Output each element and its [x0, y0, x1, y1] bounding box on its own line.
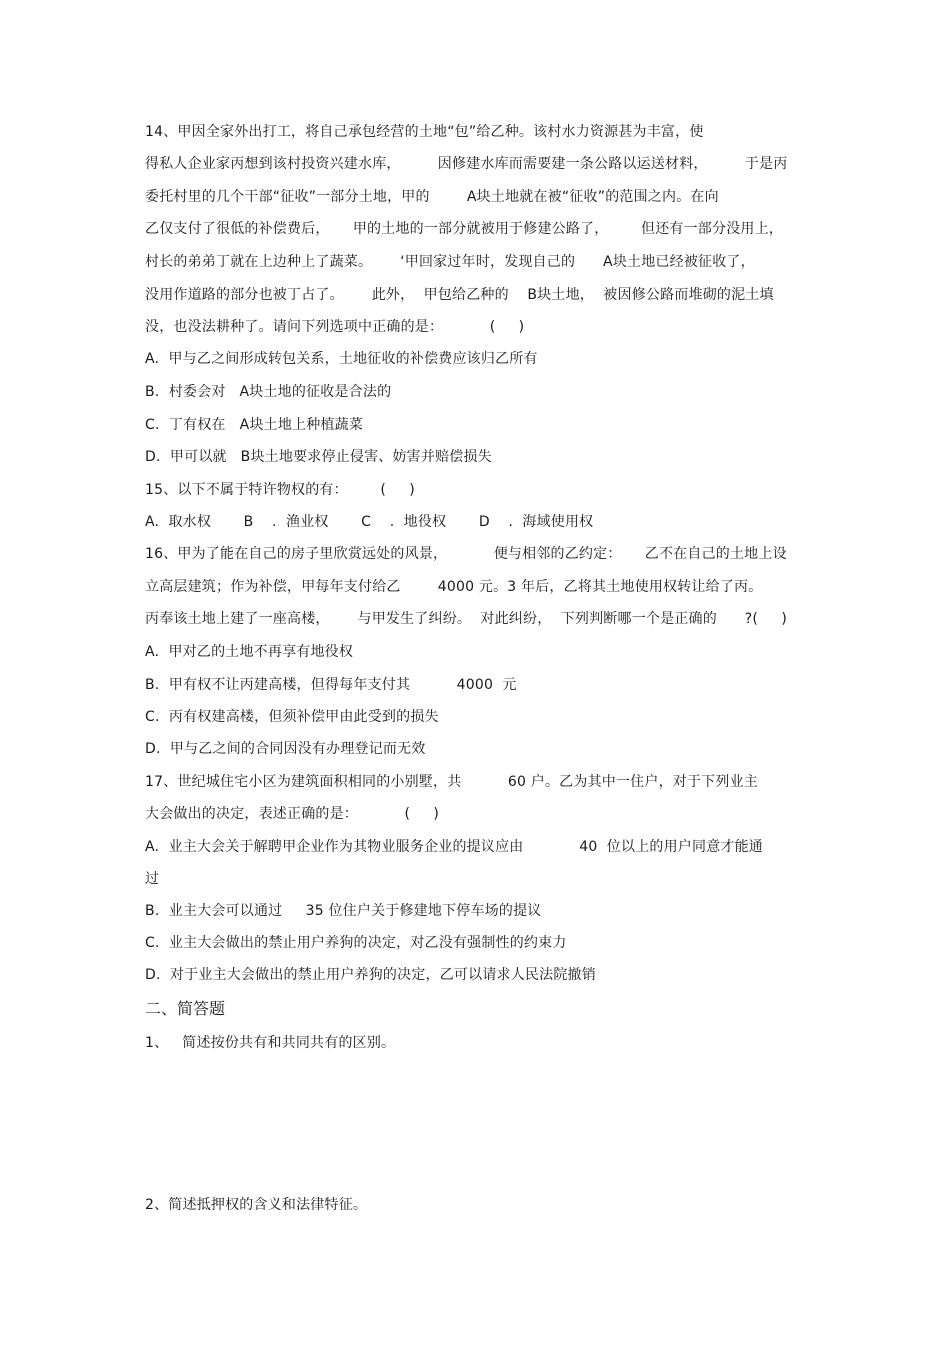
section-title: 二、简答题 — [145, 999, 226, 1018]
q14-line-2: 得私人企业家丙想到该村投资兴建水库， 因修建水库而需要建一条公路以运送材料， 于是丙 — [145, 156, 788, 172]
q17-option-c: C. 业主大会做出的禁止用户养狗的决定，对乙没有强制性的约束力 — [145, 935, 567, 951]
q14-line-4: 乙仅支付了很低的补偿费后， 甲的土地的一部分就被用于修建公路了， 但还有一部分没用上， — [145, 221, 783, 237]
q14-line-6: 没用作道路的部分也被丁占了。 此外， 甲包给乙种的 B块土地， 被因修公路而堆砌的泥土填 — [145, 287, 774, 303]
q17-option-b: B. 业主大会可以通过 35 位住户关于修建地下停车场的提议 — [145, 903, 542, 919]
q14-line-3: 委托村里的几个干部“征收”一部分土地，甲的 A块土地就在被“征收”的范围之内。在向 — [145, 189, 719, 205]
q15-line-1: 15、以下不属于特许物权的有： ( ) — [145, 482, 415, 498]
q17-line-1: 17、世纪城住宅小区为建筑面积相同的小别墅，共 60 户。乙为其中一住户，对于下列业主 — [145, 774, 758, 790]
q17-option-d: D. 对于业主大会做出的禁止用户养狗的决定，乙可以请求人民法院撤销 — [145, 967, 596, 983]
short-answer-1: 1、 简述按份共有和共同共有的区别。 — [145, 1035, 396, 1051]
q14-option-a: A. 甲与乙之间形成转包关系，土地征收的补偿费应该归乙所有 — [145, 351, 538, 367]
q14-option-c: C. 丁有权在 A块土地上种植蔬菜 — [145, 417, 364, 433]
q17-option-a-cont: 过 — [145, 871, 160, 887]
q16-option-d: D. 甲与乙之间的合同因没有办理登记而无效 — [145, 741, 426, 757]
q16-option-a: A. 甲对乙的土地不再享有地役权 — [145, 644, 354, 660]
q14-option-b: B. 村委会对 A块土地的征收是合法的 — [145, 384, 392, 400]
q14-line-1: 14、甲因全家外出打工，将自己承包经营的土地“包”给乙种。该村水力资源甚为丰富，使 — [145, 124, 704, 140]
q14-option-d: D. 甲可以就 B块土地要求停止侵害、妨害并赔偿损失 — [145, 449, 492, 465]
q14-line-5: 村长的弟弟丁就在上边种上了蔬菜。 ‘甲回家过年时，发现自己的 A块土地已经被征收了， — [145, 254, 755, 270]
q16-line-2: 立高层建筑；作为补偿，甲每年支付给乙 4000 元。3 年后，乙将其土地使用权转让给了丙。 — [145, 579, 763, 595]
q17-line-2: 大会做出的决定，表述正确的是： ( ) — [145, 806, 440, 822]
q15-options: A. 取水权 B . 渔业权 C . 地役权 D . 海域使用权 — [145, 514, 594, 530]
q14-line-7: 没，也没法耕种了。请问下列选项中正确的是： ( ) — [145, 319, 525, 335]
q17-option-a: A. 业主大会关于解聘甲企业作为其物业服务企业的提议应由 40 位以上的用户同意才能通 — [145, 839, 763, 855]
q16-option-b: B. 甲有权不让丙建高楼，但得每年支付其 4000 元 — [145, 677, 517, 693]
q16-line-1: 16、甲为了能在自己的房子里欣赏远处的风景， 便与相邻的乙约定： 乙不在自己的土地上设 — [145, 546, 787, 562]
q16-line-3: 丙奉该土地上建了一座高楼， 与甲发生了纠纷。 对此纠纷， 下列判断哪一个是正确的 ?( ) — [145, 611, 788, 627]
q16-option-c: C. 丙有权建高楼，但须补偿甲由此受到的损失 — [145, 709, 439, 725]
short-answer-2: 2、简述抵押权的含义和法律特征。 — [145, 1197, 368, 1213]
